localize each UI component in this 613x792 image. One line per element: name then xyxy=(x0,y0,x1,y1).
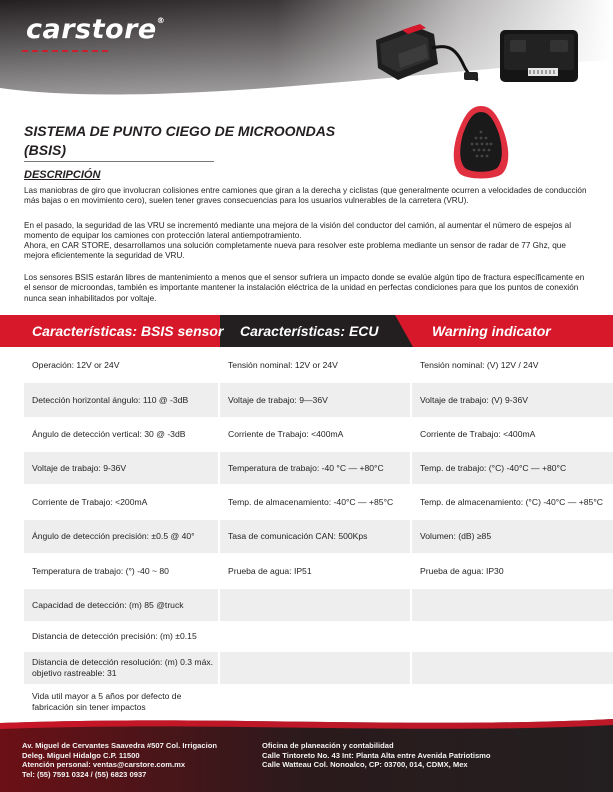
spec-cell xyxy=(24,520,218,553)
footer-office-address-2: Calle Watteau Col. Nonoalco, CP: 03700, 014, CDMX, Mex xyxy=(262,760,468,770)
spec-cell xyxy=(220,686,410,718)
brand-logo: carstore® xyxy=(26,14,166,45)
spec-value: Ángulo de detección vertical: 30 @ -3dB xyxy=(32,429,186,439)
spec-cell xyxy=(220,623,410,650)
spec-cell xyxy=(220,520,410,553)
spec-cell xyxy=(412,589,613,621)
spec-value: Distancia de detección precisión: (m) ±0.15 xyxy=(32,631,197,641)
spec-cell xyxy=(24,623,218,650)
footer-address: Av. Miguel de Cervantes Saavedra #507 Col. Irrigacion xyxy=(22,741,217,750)
spec-cell xyxy=(412,652,613,684)
description-paragraph-1: Las maniobras de giro que involucran colisiones entre camiones que giran a la derecha y ciclistas (que generalmente ocurren a velocidades de conducción más bajas o en movimiento cero), suelen tener graves consecuencias para los usuarios vulnerables de la carretera (VRU). xyxy=(24,186,587,206)
spec-value: Vida util mayor a 5 años por defecto de fabricación sin tener impactos xyxy=(32,691,182,712)
spec-value: Temp. de almacenamiento: -40°C — +85°C xyxy=(228,496,394,507)
spec-value: Corriente de Trabajo: <200mA xyxy=(32,496,148,507)
spec-cell xyxy=(412,452,613,484)
spec-value: Voltaje de trabajo: (V) 9-36V xyxy=(420,394,528,405)
spec-value: Volumen: (dB) ≥85 xyxy=(420,531,492,541)
spec-cell xyxy=(24,350,218,381)
footer-delegation: Deleg. Miguel Hidalgo C.P. 11500 xyxy=(22,750,140,760)
spec-cell xyxy=(220,555,410,587)
spec-value: Capacidad de detección: (m) 85 @truck xyxy=(32,599,184,610)
spec-cell xyxy=(412,350,613,381)
spec-cell xyxy=(412,383,613,417)
spec-cell xyxy=(24,652,218,684)
spec-cell xyxy=(412,520,613,553)
footer-left xyxy=(22,741,252,779)
spec-value: Corriente de Trabajo: <400mA xyxy=(420,429,536,439)
spec-cell xyxy=(24,452,218,484)
spec-cell xyxy=(24,383,218,417)
description-heading: DESCRIPCIÓN xyxy=(24,169,101,181)
spec-value: Temp. de almacenamiento: (°C) -40°C — +85°C xyxy=(420,496,603,507)
spec-cell xyxy=(412,419,613,450)
spec-cell xyxy=(220,589,410,621)
page-title xyxy=(24,122,335,160)
spec-cell xyxy=(412,686,613,718)
spec-value: Prueba de agua: IP30 xyxy=(420,565,504,576)
spec-value: Voltaje de trabajo: 9—36V xyxy=(228,394,328,405)
footer-office-address-1: Calle Tintoreto No. 43 Int: Planta Alta entre Avenida Patriotismo xyxy=(262,750,491,760)
description-paragraph-3: Ahora, en CAR STORE, desarrollamos una solución completamente nueva para resolver este problema mediante un sensor de radar de 77 Ghz, que mejora eficientemente la seguridad de VRU. xyxy=(24,241,566,261)
title-line-2: (BSIS) xyxy=(24,142,66,158)
description-paragraph-4: Los sensores BSIS estarán libres de mantenimiento a menos que el sensor sufriera un impacto donde se evalúe algún tipo de fractura específicamente en el sensor de microondas, también es importante mantener la instalación eléctrica de la unidad en perfectas condiciones para que los puntos de conexión nunca sean inhabilitados por voltaje. xyxy=(24,273,585,303)
spec-value: Tensión nominal: (V) 12V / 24V xyxy=(420,360,539,370)
warning-header: Warning indicator xyxy=(432,323,551,339)
spec-value: Detección horizontal ángulo: 110 @ -3dB xyxy=(32,394,189,405)
spec-cell xyxy=(220,652,410,684)
bsis-header: Características: BSIS sensor xyxy=(32,323,224,339)
ecu-header: Características: ECU xyxy=(240,323,379,339)
spec-value: Prueba de agua: IP51 xyxy=(228,565,312,576)
spec-value: Temp. de trabajo: (°C) -40°C — +80°C xyxy=(420,462,567,473)
footer-office-title: Oficina de planeación y contabilidad xyxy=(262,741,394,750)
spec-cell xyxy=(412,555,613,587)
footer xyxy=(0,715,613,792)
footer-right xyxy=(262,741,602,770)
spec-cell xyxy=(220,452,410,484)
spec-cell xyxy=(220,383,410,417)
spec-cell xyxy=(220,350,410,381)
spec-header-band xyxy=(0,315,613,347)
footer-email[interactable]: Atención personal: ventas@carstore.com.mx xyxy=(22,760,186,770)
description-paragraph-2: En el pasado, la seguridad de las VRU se incrementó mediante una mejora de la visión del conductor del camión, al aumentar el número de espejos al momento de equipar los camiones con protección lateral antiempotramiento. xyxy=(24,221,572,241)
spec-value: Operación: 12V or 24V xyxy=(32,360,120,370)
sensor-product-image xyxy=(368,18,480,94)
spec-value: Temperatura de trabajo: (°) -40 ~ 80 xyxy=(32,565,169,576)
spec-cell xyxy=(220,486,410,518)
warning-indicator-image xyxy=(446,102,516,182)
spec-value: Voltaje de trabajo: 9-36V xyxy=(32,462,127,473)
spec-cell xyxy=(24,555,218,587)
spec-value: Tasa de comunicación CAN: 500Kps xyxy=(228,531,368,541)
spec-value: Temperatura de trabajo: -40 °C — +80°C xyxy=(228,462,384,473)
spec-cell xyxy=(412,623,613,650)
header xyxy=(0,0,613,108)
title-divider xyxy=(24,161,214,162)
spec-value: Corriente de Trabajo: <400mA xyxy=(228,429,344,439)
footer-phone[interactable]: Tel: (55) 7591 0324 / (55) 6823 0937 xyxy=(22,769,147,779)
spec-cell xyxy=(24,486,218,518)
spec-cell xyxy=(24,589,218,621)
spec-cell xyxy=(24,686,218,718)
title-line-1: SISTEMA DE PUNTO CIEGO DE MICROONDAS xyxy=(24,123,336,139)
ecu-product-image xyxy=(494,22,584,92)
spec-value: Tensión nominal: 12V or 24V xyxy=(228,360,338,370)
spec-cell xyxy=(24,419,218,450)
spec-cell xyxy=(412,486,613,518)
spec-value: Ángulo de detección precisión: ±0.5 @ 40° xyxy=(32,531,195,541)
spec-cell xyxy=(220,419,410,450)
spec-value: Distancia de detección resolución: (m) 0.3 máx. objetivo rastreable: 31 xyxy=(32,657,214,678)
